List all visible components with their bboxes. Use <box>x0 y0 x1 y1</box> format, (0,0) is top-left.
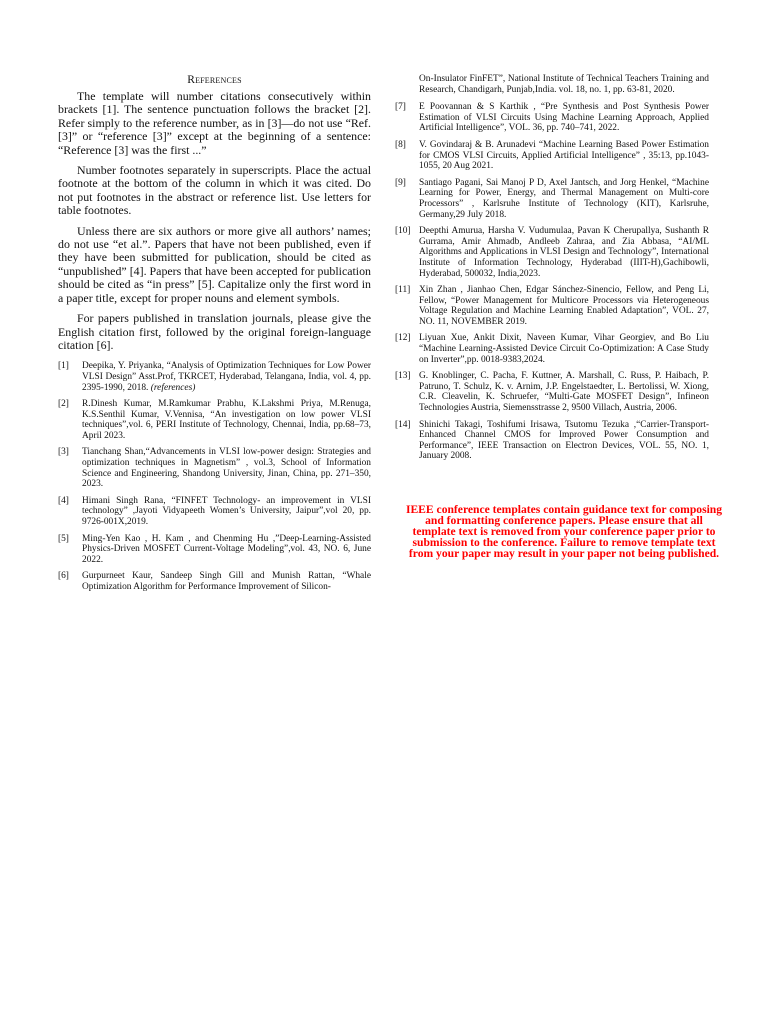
body-paragraph-authors: Unless there are six authors or more give all authors’ names; do not use “et al.”. Papers that have not been published, even if they have been submitted for publication, should be cited as “unpublished” [4]. Papers that have been accepted for publication should be cited as “in press” [5]. Capitalize only the first word in a paper title, except for proper nouns and element symbols. <box>58 223 371 305</box>
reference-number: [8] <box>395 139 406 150</box>
reference-number: [5] <box>58 533 69 544</box>
reference-item <box>395 140 709 172</box>
reference-number: [3] <box>58 447 69 458</box>
reference-list-left <box>58 361 371 592</box>
reference-number: [7] <box>395 102 406 113</box>
reference-item <box>58 399 371 441</box>
reference-number: [1] <box>58 361 69 372</box>
reference-text <box>82 361 371 392</box>
reference-number: [12] <box>395 333 411 344</box>
reference-item <box>395 285 709 327</box>
reference-text: Deepthi Amurua, Harsha V. Vudumulaa, Pavan K Cherupallya, Sushanth R Gurrama, Amir Ahmadb, Andleeb Zahraa, and Zia Abbasa, “AI/ML Algorithms and Applications in VLSI Design and Technology”, International Institute of Information Technology, Hyderabad (IIIT-H),Gachibowli, Hyderabad, 500032, India,2023. <box>419 226 709 279</box>
reference-text: Shinichi Takagi, Toshifumi Irisawa, Tsutomu Tezuka ,“Carrier-Transport-Enhanced Channel CMOS for Improved Power Consumption and Performance”, IEEE Transaction on Electron Devices, VOL. 55, NO. 1, January 2008. <box>419 419 709 462</box>
reference-item <box>395 333 709 365</box>
reference-list-right <box>395 102 709 462</box>
reference-item <box>395 371 709 413</box>
reference-number: [9] <box>395 177 406 188</box>
references-heading: References <box>187 74 242 86</box>
reference-item <box>58 534 371 566</box>
body-paragraph-translation: For papers published in translation journals, please give the English citation first, followed by the original foreign-language citation [6]. <box>58 311 371 352</box>
reference-item <box>58 447 371 489</box>
reference-text: G. Knoblinger, C. Pacha, F. Kuttner, A. Marshall, C. Russ, P. Haibach, P. Patruno, T. Schulz, K. v. Arnim, J.P. Engelstaedter, L. Bertolissi, W. Xiong, C.R. Cleavelin, K. Schruefer, “Multi-Gate MOSFET Design”, Infineon Technologies Austria, Siemensstrasse 2, 9500 Villach, Austria, 2006. <box>419 371 709 414</box>
left-column <box>58 74 371 599</box>
reference-text: Xin Zhan , Jianhao Chen, Edgar Sánchez-Sinencio, Fellow, and Peng Li, Fellow, “Power Management for Multicore Processors via Heterogeneous Voltage Regulation and Machine Learning Enabled Adaptation”, VOL. 27, NO. 11, NOVEMBER 2019. <box>419 285 709 327</box>
body-paragraph-footnotes: Number footnotes separately in superscripts. Place the actual footnote at the bottom of the column in which it was cited. Do not put footnotes in the abstract or reference list. Use letters for table footnotes. <box>58 163 371 218</box>
reference-text: R.Dinesh Kumar, M.Ramkumar Prabhu, K.Lakshmi Priya, M.Renuga, K.S.Senthil Kumar, V.Vennisa, “An investigation on low power VLSI techniques”,vol. 6, PERI Institute of Technology, Chennai, India, pp.68–73, April 2023. <box>82 399 371 441</box>
template-removal-notice: IEEE conference templates contain guidance text for composing and formatting conference papers. Please ensure that all template text is removed from your conference paper prior to submission to the conference. Failure to remove template text from your paper may result in your paper not being published. <box>405 503 723 561</box>
reference-text: Gurpurneet Kaur, Sandeep Singh Gill and Munish Rattan, “Whale Optimization Algorithm for Performance Improvement of Silicon- <box>82 571 371 592</box>
reference-number: [13] <box>395 371 411 382</box>
reference-continuation: On-Insulator FinFET”, National Institute of Technical Teachers Training and Research, Chandigarh, Punjab,India. vol. 18, no. 1, pp. 63-81, 2020. <box>419 74 709 95</box>
reference-text: E Poovannan & S Karthik , “Pre Synthesis and Post Synthesis Power Estimation of VLSI Circuits Using Machine Learning Approach, Applied Artificial Intelligence”, VOL. 36, pp. 740–741, 2022. <box>419 102 709 134</box>
reference-note: (references) <box>150 382 196 393</box>
body-paragraph-citations: The template will number citations consecutively within brackets [1]. The sentence punctuation follows the bracket [2]. Refer simply to the reference number, as in [3]—do not use “Ref. [3]” or “reference [3]” except at the beginning of a sentence: “Reference [3] was the first ...” <box>58 89 371 157</box>
reference-item <box>395 102 709 134</box>
reference-text: V. Govindaraj & B. Arunadevi “Machine Learning Based Power Estimation for CMOS VLSI Circuits, Applied Artificial Intelligence” , 35:13, pp.1043-1055, 20 Aug 2021. <box>419 139 709 172</box>
right-column <box>395 74 709 468</box>
reference-text: Liyuan Xue, Ankit Dixit, Naveen Kumar, Vihar Georgiev, and Bo Liu “Machine Learning-Assisted Device Circuit Co-Optimization: A Case Study on Inverter”,pp. 0018-9383,2024. <box>419 333 709 365</box>
reference-text: Tianchang Shan,“Advancements in VLSI low-power design: Strategies and optimization techniques in Magnetism” , vol.3, School of Information Science and Engineering, Shandong University, Jinan, China, pp. 271–350, 2023. <box>82 447 371 490</box>
reference-number: [4] <box>58 495 69 506</box>
reference-number: [11] <box>395 285 411 296</box>
reference-item <box>395 226 709 279</box>
reference-item <box>58 571 371 592</box>
reference-item <box>58 361 371 393</box>
reference-number: [6] <box>58 571 69 582</box>
reference-text: Himani Singh Rana, “FINFET Technology- an improvement in VLSI technology” ,Jayoti Vidyapeeth Women’s University, Jaipur”,vol 20, pp. 9726-001X,2019. <box>82 495 371 528</box>
reference-text: Santiago Pagani, Sai Manoj P D, Axel Jantsch, and Jorg Henkel, “Machine Learning for Power, Energy, and Thermal Management on Multi-core Processors” , Karlsruhe Institute of Technology (KIT), Karlsruhe, Germany,29 July 2018. <box>419 177 709 220</box>
reference-number: [14] <box>395 419 411 430</box>
reference-body: Deepika, Y. Priyanka, “Analysis of Optimization Techniques for Low Power VLSI Design” Asst.Prof, TKRCET, Hyderabad, Telangana, India, vol. 4, pp. 2395-1990, 2018. <box>82 361 371 393</box>
reference-item <box>395 420 709 462</box>
reference-item <box>395 178 709 220</box>
reference-text: Ming-Yen Kao , H. Kam , and Chenming Hu ,”Deep-Learning-Assisted Physics-Driven MOSFET Current-Voltage Modeling”,vol. 43, NO. 6, June 2022. <box>82 533 371 565</box>
reference-item <box>58 496 371 528</box>
reference-number: [2] <box>58 399 69 410</box>
reference-number: [10] <box>395 226 411 237</box>
